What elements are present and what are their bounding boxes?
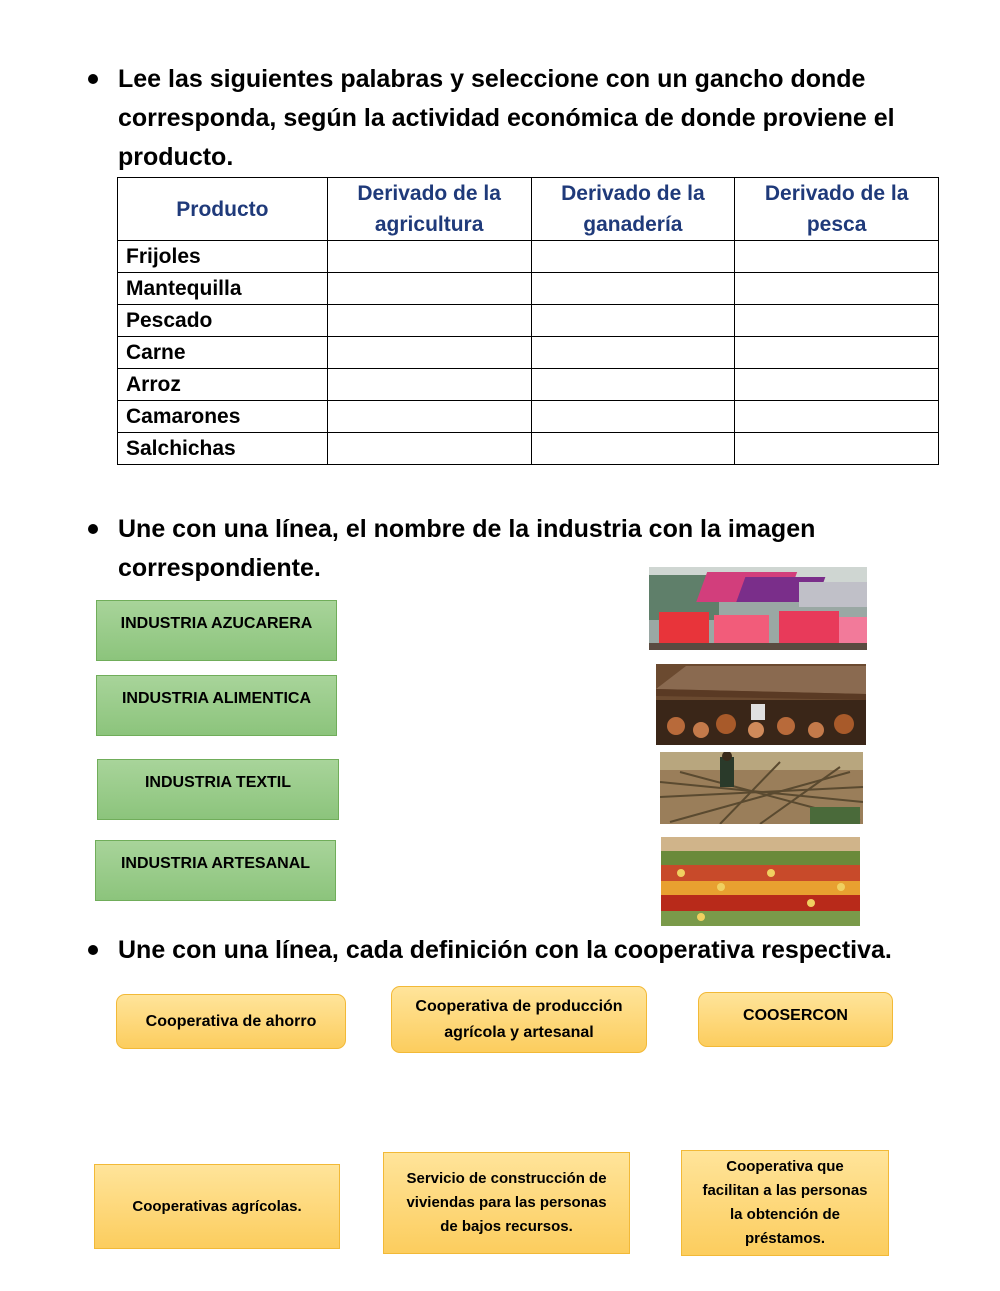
check-cell-pesca[interactable] — [735, 273, 939, 305]
table-row — [118, 305, 939, 337]
textile-factory-photo[interactable] — [649, 567, 867, 650]
check-cell-agricultura[interactable] — [327, 337, 531, 369]
check-cell-ganaderia[interactable] — [531, 337, 735, 369]
check-cell-ganaderia[interactable] — [531, 369, 735, 401]
instruction-1 — [88, 60, 948, 177]
table-row — [118, 337, 939, 369]
table-row — [118, 401, 939, 433]
coop-produccion-agricola-artesanal[interactable]: Cooperativa de producción agrícola y artesanal — [391, 986, 647, 1053]
industry-azucarera[interactable]: INDUSTRIA AZUCARERA — [96, 600, 337, 661]
check-cell-pesca[interactable] — [735, 337, 939, 369]
product-cell: Carne — [118, 337, 328, 369]
check-cell-pesca[interactable] — [735, 305, 939, 337]
instruction-3 — [88, 931, 948, 970]
check-cell-pesca[interactable] — [735, 369, 939, 401]
definition-prestamos[interactable]: Cooperativa que facilitan a las personas la obtención de préstamos. — [681, 1150, 889, 1256]
coop-coosercon[interactable]: COOSERCON — [698, 992, 893, 1047]
header-ganaderia: Derivado de la ganadería — [531, 178, 735, 241]
table-row — [118, 369, 939, 401]
check-cell-ganaderia[interactable] — [531, 433, 735, 465]
product-cell: Camarones — [118, 401, 328, 433]
industry-alimentica[interactable]: INDUSTRIA ALIMENTICA — [96, 675, 337, 736]
bullet-icon — [88, 945, 98, 955]
check-cell-pesca[interactable] — [735, 241, 939, 273]
check-cell-ganaderia[interactable] — [531, 273, 735, 305]
industry-artesanal[interactable]: INDUSTRIA ARTESANAL — [95, 840, 336, 901]
table-row — [118, 241, 939, 273]
instruction-3-text: Une con una línea, cada definición con la cooperativa respectiva. — [118, 936, 892, 964]
definition-agricolas[interactable]: Cooperativas agrícolas. — [94, 1164, 340, 1249]
industry-textil[interactable]: INDUSTRIA TEXTIL — [97, 759, 339, 820]
instruction-2-text: Une con una línea, el nombre de la industria con la imagen correspondiente. — [118, 515, 816, 582]
artisan-pottery-market-photo[interactable] — [656, 664, 866, 745]
coop-ahorro[interactable]: Cooperativa de ahorro — [116, 994, 346, 1049]
check-cell-ganaderia[interactable] — [531, 401, 735, 433]
check-cell-pesca[interactable] — [735, 401, 939, 433]
header-agricultura: Derivado de la agricultura — [327, 178, 531, 241]
supermarket-produce-photo[interactable] — [661, 837, 860, 926]
instruction-1-text: Lee las siguientes palabras y seleccione con un gancho donde corresponda, según la actividad económica de donde proviene el producto. — [118, 65, 895, 171]
check-cell-ganaderia[interactable] — [531, 305, 735, 337]
check-cell-pesca[interactable] — [735, 433, 939, 465]
table-row — [118, 433, 939, 465]
check-cell-agricultura[interactable] — [327, 305, 531, 337]
check-cell-agricultura[interactable] — [327, 433, 531, 465]
header-producto: Producto — [118, 178, 328, 241]
product-cell: Mantequilla — [118, 273, 328, 305]
product-cell: Salchichas — [118, 433, 328, 465]
table-header-row — [118, 178, 939, 241]
product-cell: Pescado — [118, 305, 328, 337]
header-pesca: Derivado de la pesca — [735, 178, 939, 241]
check-cell-agricultura[interactable] — [327, 241, 531, 273]
check-cell-ganaderia[interactable] — [531, 241, 735, 273]
classification-table — [117, 177, 939, 465]
check-cell-agricultura[interactable] — [327, 369, 531, 401]
sugarcane-harvest-photo[interactable] — [660, 752, 863, 824]
bullet-icon — [88, 74, 98, 84]
check-cell-agricultura[interactable] — [327, 401, 531, 433]
product-cell: Arroz — [118, 369, 328, 401]
check-cell-agricultura[interactable] — [327, 273, 531, 305]
definition-construccion-viviendas[interactable]: Servicio de construcción de viviendas para las personas de bajos recursos. — [383, 1152, 630, 1254]
product-cell: Frijoles — [118, 241, 328, 273]
table-row — [118, 273, 939, 305]
bullet-icon — [88, 524, 98, 534]
